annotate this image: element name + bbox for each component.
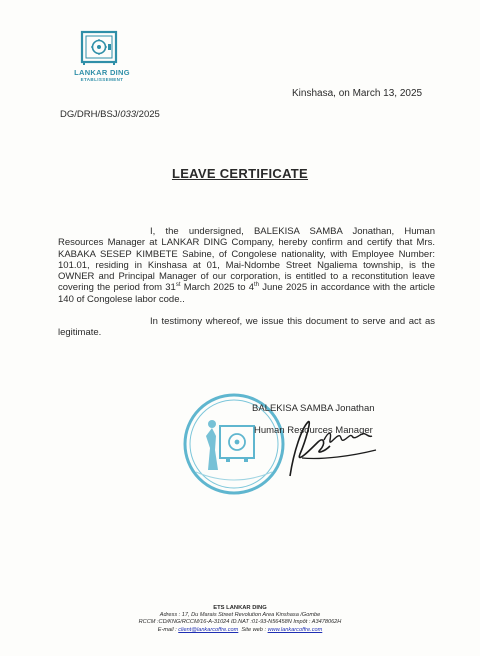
paragraph-text: March 2025 to 4	[180, 282, 254, 294]
paragraph-text: June 2025 in accordance with the article 140 of Congolese labor code..	[58, 282, 435, 305]
footer-contact	[0, 627, 480, 634]
footer-registry: RCCM :CD/KNG/RCCM/16-A-31024 ID.NAT :01-93-N56458N Impôt : A3478062H	[138, 619, 342, 626]
logo-subtitle: ETABLISSEMENT	[80, 77, 124, 82]
reference-number: 033	[120, 109, 137, 120]
ordinal-suffix: st	[175, 282, 181, 289]
letterhead-footer	[0, 605, 480, 634]
company-logo-safe-icon	[68, 30, 130, 92]
place-and-date: Kinshasa, on March 13, 2025	[292, 88, 423, 99]
document-reference	[60, 109, 160, 120]
email-label: E-mail :	[157, 626, 179, 633]
email-link[interactable]: client@lankarcoffre.com	[178, 626, 239, 633]
reference-suffix: /2025	[136, 109, 160, 120]
document-title: LEAVE CERTIFICATE	[171, 166, 309, 181]
handwritten-signature	[272, 410, 392, 482]
certification-paragraph	[58, 226, 435, 305]
testimony-paragraph: In testimony whereof, we issue this document to serve and act as legitimate.	[58, 316, 435, 339]
reference-prefix: DG/DRH/BSJ/	[60, 109, 121, 120]
paragraph-text: I, the undersigned, BALEKISA SAMBA Jonathan, Human Resources Manager at LANKAR DING Company, hereby confirm and certify that Mrs. KABAKA SESEP KIMBETE Sabine, of Congolese nationality, with Employee Number: 101.01, residing in Kinshasa at 01, Mai-Ndombe Street Ngaliema township, is the OWNER and Principal Manager of our corporation, is entitled to a reconstitution leave covering the period from 31	[58, 226, 435, 294]
footer-company-name: ETS LANKAR DING	[213, 605, 267, 611]
footer-address: Adress : 17, Du Marais Street Revolution Area Kinshasa /Gombe	[159, 612, 321, 619]
signatory-title: Human Resources Manager	[254, 425, 373, 436]
certificate-body	[58, 226, 435, 339]
website-link[interactable]: www.lankarcoffre.com	[267, 626, 323, 633]
signatory-name: BALEKISA SAMBA Jonathan	[252, 403, 375, 414]
website-label: Site web :	[238, 626, 268, 633]
logo-company-name: LANKAR DING	[74, 68, 130, 77]
ordinal-suffix: th	[254, 282, 260, 289]
